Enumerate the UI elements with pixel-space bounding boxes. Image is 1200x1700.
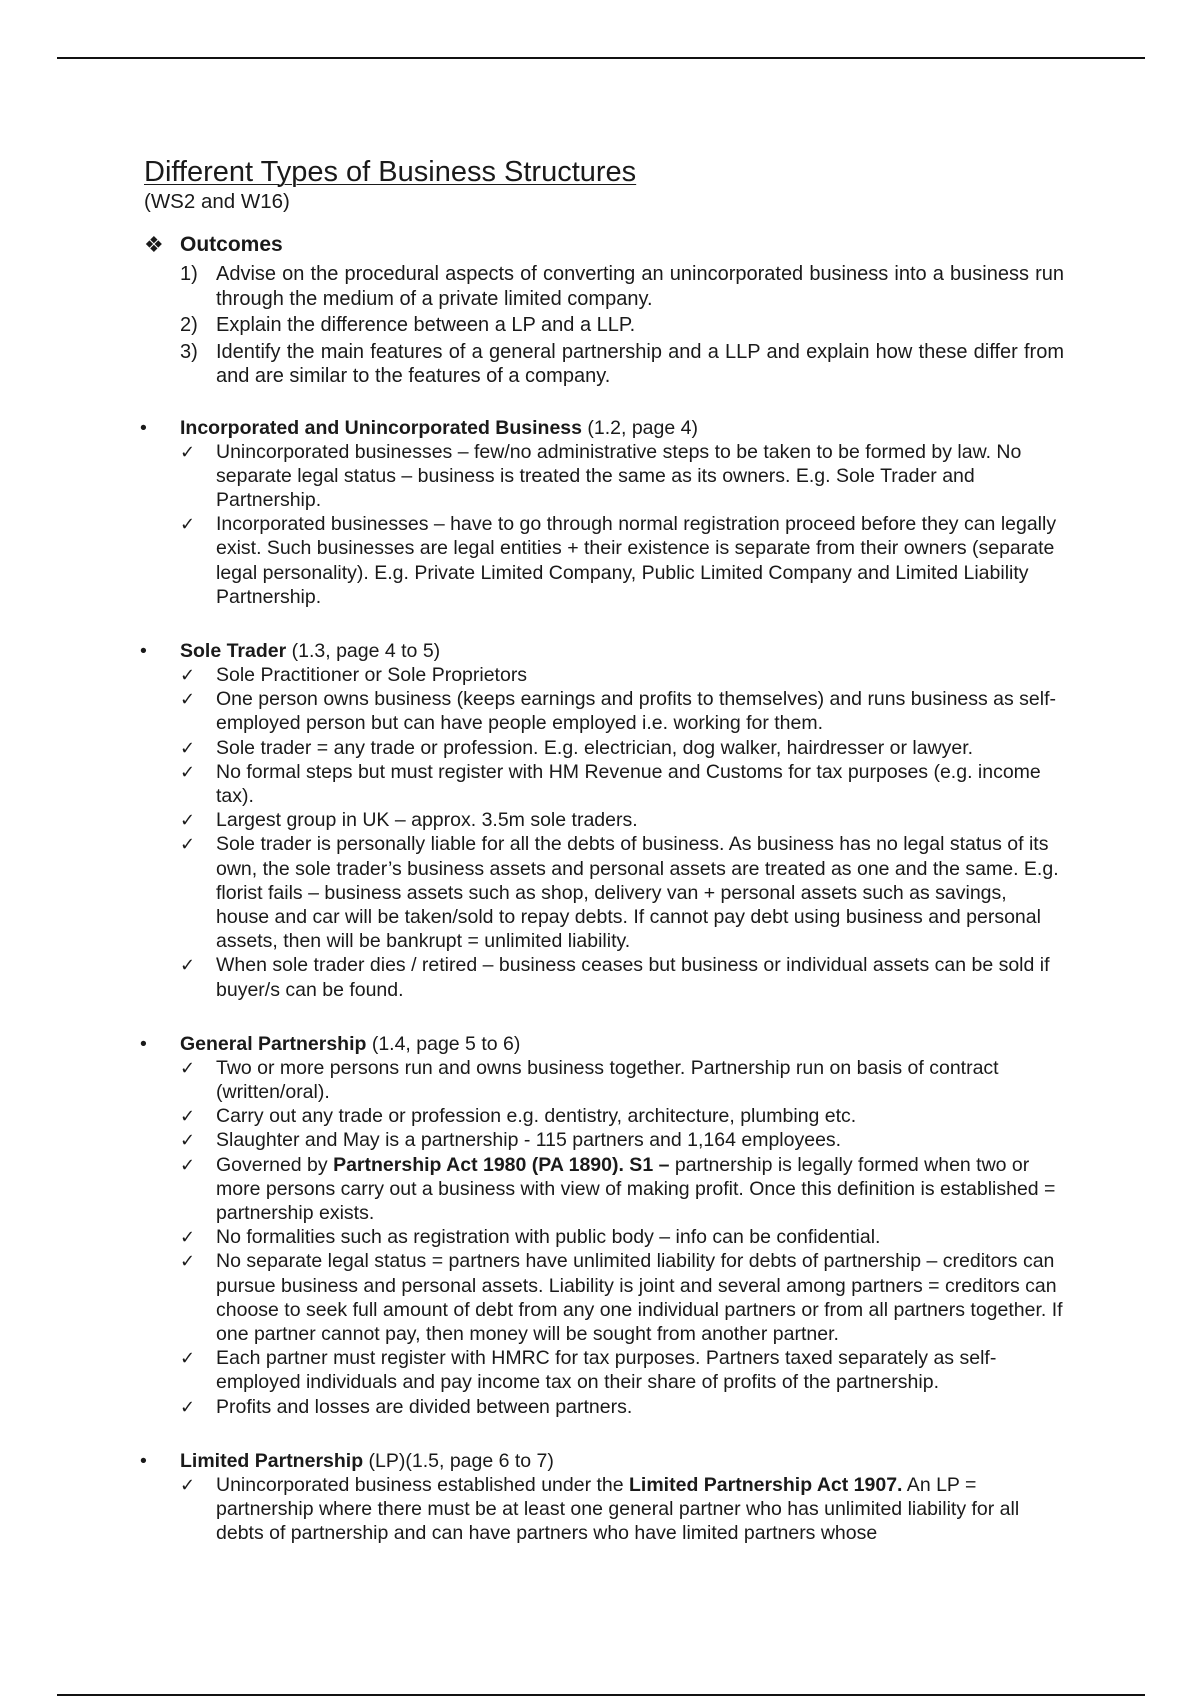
list-item-text: Carry out any trade or profession e.g. dentistry, architecture, plumbing etc. bbox=[216, 1105, 857, 1128]
list-item bbox=[144, 1395, 1064, 1419]
checkmark-icon: ✓ bbox=[180, 1227, 196, 1248]
section-heading-ref: (1.2, page 4) bbox=[581, 416, 698, 439]
diamond-bullet-icon: ❖ bbox=[144, 232, 164, 257]
list-item bbox=[144, 1249, 1064, 1346]
list-item bbox=[144, 1056, 1064, 1104]
section-heading-label: Sole Trader bbox=[180, 639, 287, 662]
list-item bbox=[144, 1104, 1064, 1128]
checkmark-icon: ✓ bbox=[180, 689, 196, 710]
bullet-icon: • bbox=[140, 639, 147, 662]
outcomes-heading bbox=[144, 232, 1064, 258]
footer-rule bbox=[57, 1694, 1145, 1696]
list-item-text: Two or more persons run and owns business together. Partnership run on basis of contract (written/oral). bbox=[216, 1056, 999, 1103]
checkmark-icon: ✓ bbox=[180, 1154, 196, 1175]
outcome-number: 1) bbox=[180, 263, 198, 285]
list-item-text-post: An LP = partnership where there must be at least one general partner who has unlimited liability for all debts of partnership and can have partners who have limited partners whose bbox=[216, 1473, 1020, 1545]
checkmark-icon: ✓ bbox=[180, 1057, 196, 1078]
outcome-item bbox=[144, 262, 1064, 311]
outcome-text: Advise on the procedural aspects of converting an unincorporated business into a business run through the medium of a private limited company. bbox=[216, 263, 1064, 310]
checkmark-icon: ✓ bbox=[180, 1348, 196, 1369]
list-item-text-post: partnership is legally formed when two or more persons carry out a business with view of making profit. Once this definition is established = partnership exists. bbox=[216, 1153, 1056, 1224]
checkmark-icon: ✓ bbox=[180, 834, 196, 855]
bullet-icon: • bbox=[140, 1032, 147, 1055]
page-subtitle: (WS2 and W16) bbox=[144, 190, 290, 213]
section-sole-trader bbox=[140, 639, 1064, 1002]
list-item-text-pre: Unincorporated business established under the bbox=[216, 1473, 630, 1496]
list-item-text: No separate legal status = partners have unlimited liability for debts of partnership – creditors can pursue business and personal assets. Liability is joint and several among partners = creditors can choose to seek full amount of debt from any one individual partners or from all partners together. If one partner cannot pay, then money will be sought from another partner. bbox=[216, 1250, 1063, 1345]
list-item-text: Sole trader = any trade or profession. E.g. electrician, dog walker, hairdresser or lawyer. bbox=[216, 736, 974, 759]
checkmark-icon: ✓ bbox=[180, 955, 196, 976]
section-heading bbox=[140, 639, 1064, 663]
section-points bbox=[144, 1473, 1064, 1546]
checkmark-icon: ✓ bbox=[180, 1130, 196, 1151]
section-heading bbox=[140, 1449, 1064, 1473]
list-item bbox=[144, 832, 1064, 953]
page-title: Different Types of Business Structures bbox=[144, 156, 637, 188]
checkmark-icon: ✓ bbox=[180, 1106, 196, 1127]
list-item bbox=[144, 953, 1064, 1001]
checkmark-icon: ✓ bbox=[180, 664, 196, 685]
checkmark-icon: ✓ bbox=[180, 810, 196, 831]
bullet-icon: • bbox=[140, 416, 147, 439]
list-item-text-bold: Limited Partnership Act 1907. bbox=[629, 1473, 903, 1496]
outcome-text: Identify the main features of a general partnership and a LLP and explain how these differ from and are similar to the features of a company. bbox=[216, 340, 1064, 387]
list-item bbox=[144, 512, 1064, 609]
list-item bbox=[144, 736, 1064, 760]
section-heading-ref: (LP)(1.5, page 6 to 7) bbox=[363, 1449, 554, 1472]
list-item bbox=[144, 663, 1064, 687]
section-heading-ref: (1.4, page 5 to 6) bbox=[366, 1032, 521, 1055]
section-limited-partnership bbox=[140, 1449, 1064, 1546]
section-heading-label: Limited Partnership bbox=[180, 1449, 364, 1472]
section-heading-ref: (1.3, page 4 to 5) bbox=[286, 639, 441, 662]
list-item-text: Each partner must register with HMRC for tax purposes. Partners taxed separately as self-employed individuals and pay income tax on their share of profits of the partnership. bbox=[216, 1347, 997, 1394]
list-item bbox=[144, 1225, 1064, 1249]
header-rule bbox=[57, 57, 1145, 59]
list-item bbox=[144, 687, 1064, 735]
checkmark-icon: ✓ bbox=[180, 761, 196, 782]
checkmark-icon: ✓ bbox=[180, 441, 196, 462]
outcome-text: Explain the difference between a LP and a LLP. bbox=[216, 314, 636, 336]
list-item-text: When sole trader dies / retired – business ceases but business or individual assets can be sold if buyer/s can be found. bbox=[216, 954, 1050, 1001]
list-item-text: Sole Practitioner or Sole Proprietors bbox=[216, 663, 528, 686]
list-item-text: Largest group in UK – approx. 3.5m sole traders. bbox=[216, 809, 638, 832]
section-points bbox=[144, 440, 1064, 609]
document-body bbox=[140, 154, 1064, 1545]
outcome-number: 3) bbox=[180, 340, 198, 363]
section-heading bbox=[140, 416, 1064, 440]
checkmark-icon: ✓ bbox=[180, 1474, 196, 1495]
list-item-text: One person owns business (keeps earnings and profits to themselves) and runs business as self-employed person but can have people employed i.e. working for them. bbox=[216, 688, 1057, 735]
checkmark-icon: ✓ bbox=[180, 737, 196, 758]
section-general-partnership bbox=[140, 1032, 1064, 1419]
section-incorporated-unincorporated bbox=[140, 416, 1064, 609]
checkmark-icon: ✓ bbox=[180, 1251, 196, 1272]
section-heading-label: Incorporated and Unincorporated Business bbox=[180, 416, 582, 439]
list-item bbox=[144, 1153, 1064, 1226]
bullet-icon: • bbox=[140, 1449, 147, 1472]
list-item-text: No formalities such as registration with public body – info can be confidential. bbox=[216, 1226, 881, 1249]
list-item bbox=[144, 760, 1064, 808]
list-item-text: Sole trader is personally liable for all the debts of business. As business has no legal status of its own, the sole trader’s business assets and personal assets are treated as one and the same. E.g. florist fails – business assets such as shop, delivery van + personal assets such as savings, house and car will be taken/sold to repay debts. If cannot pay debt using business and personal assets, then will be bankrupt = unlimited liability. bbox=[216, 833, 1059, 953]
section-heading-label: General Partnership bbox=[180, 1032, 367, 1055]
section-points bbox=[144, 663, 1064, 1002]
outcome-item bbox=[144, 340, 1064, 389]
list-item-text-pre: Governed by bbox=[216, 1153, 334, 1176]
outcome-item bbox=[144, 313, 1064, 338]
section-points bbox=[144, 1056, 1064, 1419]
checkmark-icon: ✓ bbox=[180, 1396, 196, 1417]
list-item-text: Slaughter and May is a partnership - 115 partners and 1,164 employees. bbox=[216, 1129, 842, 1152]
outcomes-heading-label: Outcomes bbox=[180, 233, 283, 256]
list-item-text: Profits and losses are divided between partners. bbox=[216, 1395, 633, 1418]
outcome-number: 2) bbox=[180, 314, 198, 336]
list-item-text: Incorporated businesses – have to go through normal registration proceed before they can legally exist. Such businesses are legal entities + their existence is separate from their owners (separate legal personality). E.g. Private Limited Company, Public Limited Company and Limited Liability Partnership. bbox=[216, 513, 1057, 608]
list-item-text: No formal steps but must register with HM Revenue and Customs for tax purposes (e.g. income tax). bbox=[216, 760, 1041, 807]
section-heading bbox=[140, 1032, 1064, 1056]
list-item bbox=[144, 1128, 1064, 1152]
list-item bbox=[144, 1346, 1064, 1394]
list-item-text-bold: Partnership Act 1980 (PA 1890). S1 – bbox=[333, 1153, 670, 1176]
list-item-text: Unincorporated businesses – few/no administrative steps to be taken to be formed by law. No separate legal status – business is treated the same as its owners. E.g. Sole Trader and Partnership. bbox=[216, 440, 1022, 511]
list-item bbox=[144, 440, 1064, 513]
list-item bbox=[144, 1473, 1064, 1546]
list-item bbox=[144, 808, 1064, 832]
checkmark-icon: ✓ bbox=[180, 514, 196, 535]
outcomes-list bbox=[144, 262, 1064, 389]
